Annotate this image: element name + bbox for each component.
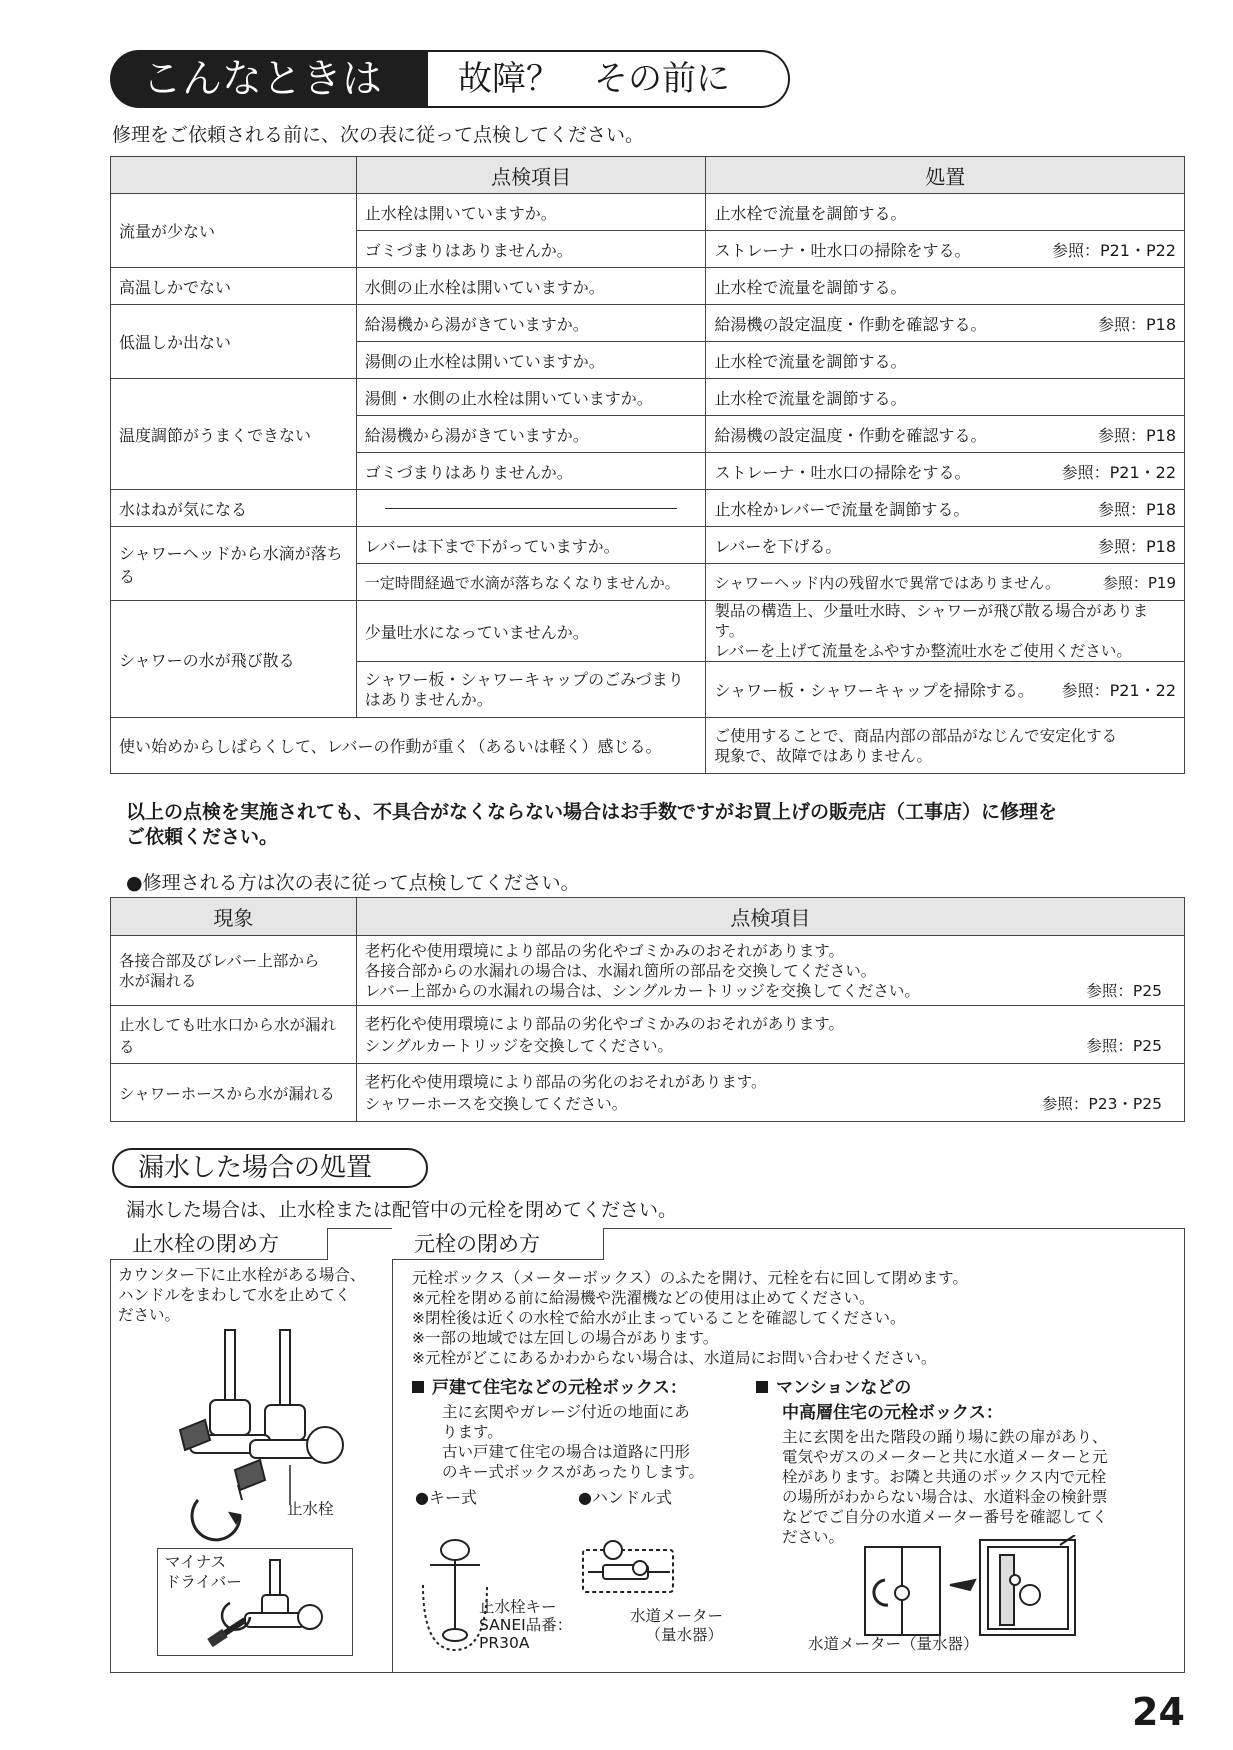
label-line: 水道メーター xyxy=(630,1607,724,1625)
check-cell: 水側の止水栓は開いていますか。 xyxy=(356,268,706,305)
action-cell xyxy=(706,453,1185,490)
stop-valve-illustration xyxy=(150,1325,370,1545)
symptom-cell: シャワーの水が飛び散る xyxy=(111,601,357,718)
house-valve-text xyxy=(412,1402,742,1482)
column-divider xyxy=(392,1228,393,1673)
header-check: 点検項目 xyxy=(356,157,706,194)
handle-type-label: ●ハンドル式 xyxy=(578,1488,672,1507)
action-line: 製品の構造上、少量吐水時、シャワーが飛び散る場合があります。 xyxy=(714,602,1149,640)
action-text: ストレーナ・吐水口の掃除をする。 xyxy=(714,462,971,482)
text-line: ります。 xyxy=(442,1423,503,1441)
symptom-cell: 流量が少ない xyxy=(111,194,357,268)
handle-meter-illustration xyxy=(578,1530,678,1600)
action-text: 止水栓かレバーで流量を調節する。 xyxy=(714,499,970,519)
header-phenomenon: 現象 xyxy=(111,898,357,936)
page-reference: 参照：P25 xyxy=(1086,981,1162,1000)
square-bullet-icon xyxy=(412,1381,424,1393)
check-line: 老朽化や使用環境により部品の劣化やゴミかみのおそれがあります。 xyxy=(364,1014,845,1033)
action-text: 給湯機の設定温度・作動を確認する。 xyxy=(714,425,987,445)
action-line: レバーを上げて流量をふやすか整流吐水をご使用ください。 xyxy=(714,642,1132,660)
table-row xyxy=(111,490,1185,527)
page-header xyxy=(110,50,790,108)
instruction-line: 元栓ボックス（メーターボックス）のふたを開け、元栓を右に回して閉めます。 xyxy=(412,1269,968,1287)
table-row xyxy=(111,718,1185,774)
driver-label-line: マイナス xyxy=(165,1553,227,1571)
label-line: SANEI品番： xyxy=(479,1616,573,1634)
page-subtitle: 故障？ その前に xyxy=(428,50,790,108)
table-row xyxy=(111,1064,1185,1122)
action-cell xyxy=(706,231,1185,268)
mansion-title-line: マンションなどの xyxy=(776,1378,912,1398)
text-line: の場所がわからない場合は、水道料金の検針票 xyxy=(782,1488,1108,1506)
meter-box-illustration xyxy=(860,1535,1080,1640)
check-cell: 一定時間経過で水滴が落ちなくなりませんか。 xyxy=(356,564,706,601)
check-cell: 給湯機から湯がきていますか。 xyxy=(356,305,706,342)
action-line: 現象で、故障ではありません。 xyxy=(714,746,933,765)
notice-line: 以上の点検を実施されても、不具合がなくならない場合はお手数ですがお買上げの販売店（工事店）に修理を xyxy=(126,801,1058,823)
table-row xyxy=(111,601,1185,662)
page-reference: 参照：P18 xyxy=(1097,314,1176,334)
check-cell xyxy=(356,1006,1184,1064)
table-header-row xyxy=(111,157,1185,194)
dash-line xyxy=(385,508,678,509)
check-cell: 湯側の止水栓は開いていますか。 xyxy=(356,342,706,379)
house-valve-box xyxy=(412,1373,742,1482)
text-line: 主に玄関やガレージ付近の地面にあ xyxy=(442,1403,690,1421)
header-action: 処置 xyxy=(706,157,1185,194)
screwdriver-illustration xyxy=(200,1555,340,1650)
mansion-valve-heading xyxy=(756,1373,1176,1398)
table-row xyxy=(111,194,1185,231)
page-reference: 参照：P18 xyxy=(1097,536,1176,556)
check-cell: 給湯機から湯がきていますか。 xyxy=(356,416,706,453)
table-row xyxy=(111,936,1185,1006)
check-cell xyxy=(356,936,1184,1006)
instruction-line: カウンター下に止水栓がある場合、 xyxy=(118,1266,366,1284)
action-cell xyxy=(706,662,1185,718)
page-reference: 参照：P23・P25 xyxy=(1041,1094,1162,1113)
intro-text: 修理をご依頼される前に、次の表に従って点検してください。 xyxy=(112,124,645,146)
action-cell xyxy=(706,527,1185,564)
text-line: などでご自分の水道メーター番号を確認してく xyxy=(782,1508,1108,1526)
repair-table xyxy=(110,897,1185,1122)
text-line: 栓があります。お隣と共通のボックス内で元栓 xyxy=(782,1468,1107,1486)
check-text: シャワーホースを交換してください。 xyxy=(364,1094,628,1113)
check-line: 老朽化や使用環境により部品の劣化やゴミかみのおそれがあります。 xyxy=(364,941,845,960)
instruction-line: ※元栓を閉める前に給湯機や洗濯機などの使用は止めてください。 xyxy=(412,1289,875,1307)
check-cell: 湯側・水側の止水栓は開いていますか。 xyxy=(356,379,706,416)
table-row xyxy=(111,1006,1185,1064)
action-cell xyxy=(706,718,1185,774)
main-valve-instructions xyxy=(412,1268,1172,1368)
table-header-row xyxy=(111,898,1185,936)
action-text: レバーを下げる。 xyxy=(714,536,842,556)
action-cell xyxy=(706,416,1185,453)
instruction-line: ※一部の地域では左回しの場合があります。 xyxy=(412,1329,719,1347)
check-cell: ゴミづまりはありませんか。 xyxy=(356,453,706,490)
check-line xyxy=(365,1035,1162,1057)
text-line: 主に玄関を出た階段の踊り場に鉄の扉があり、 xyxy=(782,1428,1108,1446)
check-line: 各接合部からの水漏れの場合は、水漏れ箇所の部品を交換してください。 xyxy=(364,961,877,980)
page-reference: 参照：P25 xyxy=(1086,1036,1162,1055)
symptom-cell: 使い始めからしばらくして、レバーの作動が重く（あるいは軽く）感じる。 xyxy=(111,718,706,774)
text-line: のキー式ボックスがあったりします。 xyxy=(442,1463,704,1481)
notice-line: ご依頼ください。 xyxy=(126,826,279,848)
action-cell: 止水栓で流量を調節する。 xyxy=(706,379,1185,416)
tab-stop-valve: 止水栓の閉め方 xyxy=(110,1228,328,1260)
action-text: シャワー板・シャワーキャップを掃除する。 xyxy=(714,681,1034,700)
check-line: 老朽化や使用環境により部品の劣化のおそれがあります。 xyxy=(364,1072,767,1091)
page-reference: 参照：P18 xyxy=(1097,425,1176,445)
table-row xyxy=(111,379,1185,416)
driver-label-line: ドライバー xyxy=(165,1573,242,1591)
action-text: ストレーナ・吐水口の掃除をする。 xyxy=(714,240,971,260)
repair-note: ●修理される方は次の表に従って点検してください。 xyxy=(126,872,580,894)
check-text: レバー上部からの水漏れの場合は、シングルカートリッジを交換してください。 xyxy=(364,981,920,1000)
action-cell xyxy=(706,601,1185,662)
header-check: 点検項目 xyxy=(356,898,1184,936)
square-bullet-icon xyxy=(756,1381,768,1393)
action-cell xyxy=(706,490,1185,527)
symptom-cell: 止水しても吐水口から水が漏れる xyxy=(111,1006,357,1064)
action-text: 給湯機の設定温度・作動を確認する。 xyxy=(714,314,987,334)
instruction-line: ※閉栓後は近くの水栓で給水が止まっていることを確認してください。 xyxy=(412,1309,906,1327)
symptom-cell: 低温しか出ない xyxy=(111,305,357,379)
valve-key-label xyxy=(479,1598,572,1652)
check-line: はありませんか。 xyxy=(364,689,493,709)
symptom-cell: 高温しかでない xyxy=(111,268,357,305)
key-type-label: ●キー式 xyxy=(415,1488,477,1507)
symptom-cell: 水はねが気になる xyxy=(111,490,357,527)
check-line xyxy=(365,1093,1162,1115)
stop-valve-instructions xyxy=(118,1265,388,1325)
meter-box-label: 水道メーター（量水器） xyxy=(808,1635,979,1653)
label-line: PR30A xyxy=(479,1634,530,1652)
label-line: 止水栓キー xyxy=(479,1598,557,1616)
text-line: ださい。 xyxy=(782,1528,845,1546)
check-cell: ゴミづまりはありませんか。 xyxy=(356,231,706,268)
leak-intro: 漏水した場合は、止水栓または配管中の元栓を閉めてください。 xyxy=(126,1199,678,1221)
table-row xyxy=(111,527,1185,564)
page-reference: 参照：P21・22 xyxy=(1061,681,1176,700)
instruction-line: ださい。 xyxy=(118,1306,181,1324)
mansion-valve-text xyxy=(756,1427,1176,1547)
symptom-line: 水が漏れる xyxy=(119,971,197,990)
table-row xyxy=(111,268,1185,305)
instruction-line: ※元栓がどこにあるかわからない場合は、水道局にお問い合わせください。 xyxy=(412,1349,937,1367)
leak-section-title: 漏水した場合の処置 xyxy=(112,1148,428,1188)
page-title: こんなときは xyxy=(110,50,428,108)
symptom-cell: シャワーホースから水が漏れる xyxy=(111,1064,357,1122)
check-line xyxy=(365,981,1162,1001)
mansion-valve-box xyxy=(756,1373,1176,1547)
symptom-cell: 温度調節がうまくできない xyxy=(111,379,357,490)
symptom-line: 各接合部及びレバー上部から xyxy=(119,951,320,970)
action-line: ご使用することで、商品内部の部品がなじんで安定化する xyxy=(714,726,1118,745)
house-valve-heading xyxy=(412,1373,742,1398)
action-cell: 止水栓で流量を調節する。 xyxy=(706,268,1185,305)
page-reference: 参照：P21・P22 xyxy=(1051,240,1176,260)
check-cell: レバーは下まで下がっていますか。 xyxy=(356,527,706,564)
page-number: 24 xyxy=(1132,1690,1185,1734)
house-valve-title: 戸建て住宅などの元栓ボックス： xyxy=(432,1378,687,1398)
symptom-cell: シャワーヘッドから水滴が落ちる xyxy=(111,527,357,601)
text-line: 古い戸建て住宅の場合は道路に円形 xyxy=(442,1443,691,1461)
tab-main-valve: 元栓の閉め方 xyxy=(392,1228,604,1260)
stop-valve-label: 止水栓 xyxy=(287,1500,334,1518)
header-symptom xyxy=(111,157,357,194)
check-cell xyxy=(356,662,706,718)
table-row xyxy=(111,305,1185,342)
text-line: 電気やガスのメーターと共に水道メーターと元 xyxy=(782,1448,1108,1466)
meter-label xyxy=(630,1607,723,1645)
page-reference: 参照：P19 xyxy=(1102,573,1176,592)
symptom-cell xyxy=(111,936,357,1006)
check-cell-empty xyxy=(356,490,706,527)
action-text: シャワーヘッド内の残留水で異常ではありません。 xyxy=(714,573,1061,592)
troubleshooting-table xyxy=(110,156,1185,774)
page-reference: 参照：P21・22 xyxy=(1061,462,1176,482)
check-line: シャワー板・シャワーキャップのごみづまり xyxy=(364,669,684,689)
action-cell xyxy=(706,564,1185,601)
label-line: （量水器） xyxy=(645,1626,724,1644)
mansion-title-line: 中高層住宅の元栓ボックス： xyxy=(782,1403,1003,1423)
instruction-line: ハンドルをまわして水を止めてく xyxy=(118,1286,351,1304)
check-cell xyxy=(356,1064,1184,1122)
repair-notice xyxy=(126,800,1176,850)
action-cell xyxy=(706,305,1185,342)
action-cell: 止水栓で流量を調節する。 xyxy=(706,194,1185,231)
check-cell: 止水栓は開いていますか。 xyxy=(356,194,706,231)
check-cell: 少量吐水になっていませんか。 xyxy=(356,601,706,662)
action-cell: 止水栓で流量を調節する。 xyxy=(706,342,1185,379)
check-text: シングルカートリッジを交換してください。 xyxy=(364,1036,674,1055)
page-reference: 参照：P18 xyxy=(1097,499,1176,519)
